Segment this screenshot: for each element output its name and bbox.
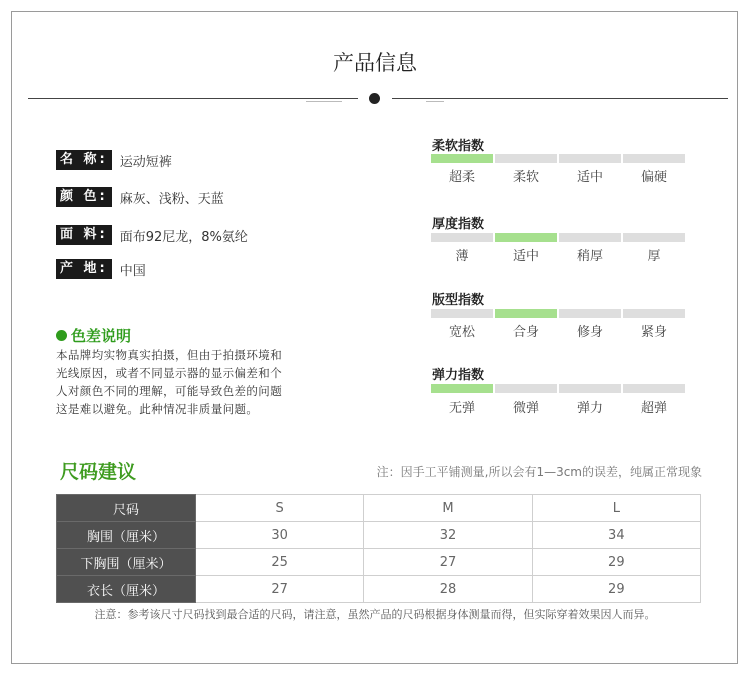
index-bar <box>495 233 557 242</box>
info-label: 产 地: <box>56 259 112 279</box>
size-title: 尺码建议 <box>60 461 137 483</box>
color-diff-line: 光线原因，或者不同显示器的显示偏差和个 <box>56 366 283 380</box>
info-label: 颜 色: <box>56 187 112 207</box>
table-header-cell: 尺码 <box>57 495 196 522</box>
table-header-cell: L <box>532 495 700 522</box>
table-row <box>57 549 701 576</box>
table-header-row <box>57 495 701 522</box>
index-option: 微弹 <box>512 401 539 416</box>
index-bar <box>623 309 685 318</box>
table-header-cell: S <box>196 495 364 522</box>
index-bar <box>495 154 557 163</box>
index-bar <box>559 384 621 393</box>
info-label: 名 称: <box>56 150 112 170</box>
table-cell: 27 <box>196 576 364 603</box>
index-option: 修身 <box>576 325 603 340</box>
title-divider-accent-left <box>306 101 342 102</box>
info-value: 麻灰、浅粉、天蓝 <box>119 191 224 207</box>
index-option: 宽松 <box>448 325 475 340</box>
index-option: 稍厚 <box>576 249 603 264</box>
index-bar <box>559 154 621 163</box>
info-label: 面 料: <box>56 225 112 245</box>
table-row-label: 衣长（厘米） <box>57 576 196 603</box>
size-footnote: 注意：参考该尺寸尺码找到最合适的尺码，请注意，虽然产品的尺码根据身体测量而得，但实际穿着效果因人而异。 <box>94 608 656 621</box>
color-diff-line: 本品牌均实物真实拍摄，但由于拍摄环境和 <box>56 348 283 362</box>
index-option: 适中 <box>512 249 539 264</box>
color-diff-line: 这是难以避免。此种情况非质量问题。 <box>56 402 259 416</box>
color-diff-line: 人对颜色不同的理解，可能导致色差的问题 <box>56 384 283 398</box>
table-header-cell: M <box>364 495 532 522</box>
index-option: 合身 <box>512 325 539 340</box>
index-bar <box>431 384 493 393</box>
table-row <box>57 576 701 603</box>
page-title: 产品信息 <box>333 51 417 75</box>
table-cell: 32 <box>364 522 532 549</box>
table-cell: 34 <box>532 522 700 549</box>
index-bar <box>559 233 621 242</box>
index-option: 无弹 <box>448 401 475 416</box>
table-row-label: 下胸围（厘米） <box>57 549 196 576</box>
index-bar <box>431 233 493 242</box>
table-cell: 27 <box>364 549 532 576</box>
table-cell: 29 <box>532 549 700 576</box>
size-table <box>56 494 701 603</box>
info-row-color <box>56 187 224 207</box>
index-title-softness: 柔软指数 <box>432 139 485 154</box>
table-row-label: 胸围（厘米） <box>57 522 196 549</box>
info-value: 中国 <box>119 263 146 279</box>
info-row-name <box>56 150 172 170</box>
title-divider-accent-right <box>426 101 444 102</box>
index-title-elasticity: 弹力指数 <box>432 368 485 383</box>
index-option: 超柔 <box>448 170 475 185</box>
index-title-thickness: 厚度指数 <box>432 217 485 232</box>
info-value: 运动短裤 <box>119 154 172 170</box>
index-option: 超弹 <box>640 401 667 416</box>
title-divider-left <box>28 98 358 99</box>
info-row-fabric <box>56 225 248 245</box>
index-bar <box>623 384 685 393</box>
bullet-dot-icon <box>56 330 67 341</box>
index-bar <box>431 309 493 318</box>
index-option: 紧身 <box>640 325 667 340</box>
title-divider-dot <box>369 93 380 104</box>
color-diff-title: 色差说明 <box>56 325 131 346</box>
index-bar <box>623 154 685 163</box>
index-bar <box>431 154 493 163</box>
table-cell: 29 <box>532 576 700 603</box>
index-title-fit: 版型指数 <box>432 293 485 308</box>
index-option: 柔软 <box>512 170 539 185</box>
index-bar <box>623 233 685 242</box>
table-cell: 25 <box>196 549 364 576</box>
index-bar <box>495 309 557 318</box>
index-option: 弹力 <box>576 401 603 416</box>
size-note: 注：因手工平铺测量,所以会有1—3cm的误差，纯属正常现象 <box>376 465 702 479</box>
table-row <box>57 522 701 549</box>
index-option: 薄 <box>455 249 469 264</box>
index-option: 厚 <box>647 249 661 264</box>
table-cell: 30 <box>196 522 364 549</box>
title-divider-right <box>392 98 728 99</box>
index-option: 偏硬 <box>640 170 667 185</box>
info-value: 面布92尼龙，8%氨纶 <box>119 229 248 245</box>
index-bar <box>495 384 557 393</box>
info-row-origin <box>56 259 146 279</box>
index-bar <box>559 309 621 318</box>
table-cell: 28 <box>364 576 532 603</box>
index-option: 适中 <box>576 170 603 185</box>
